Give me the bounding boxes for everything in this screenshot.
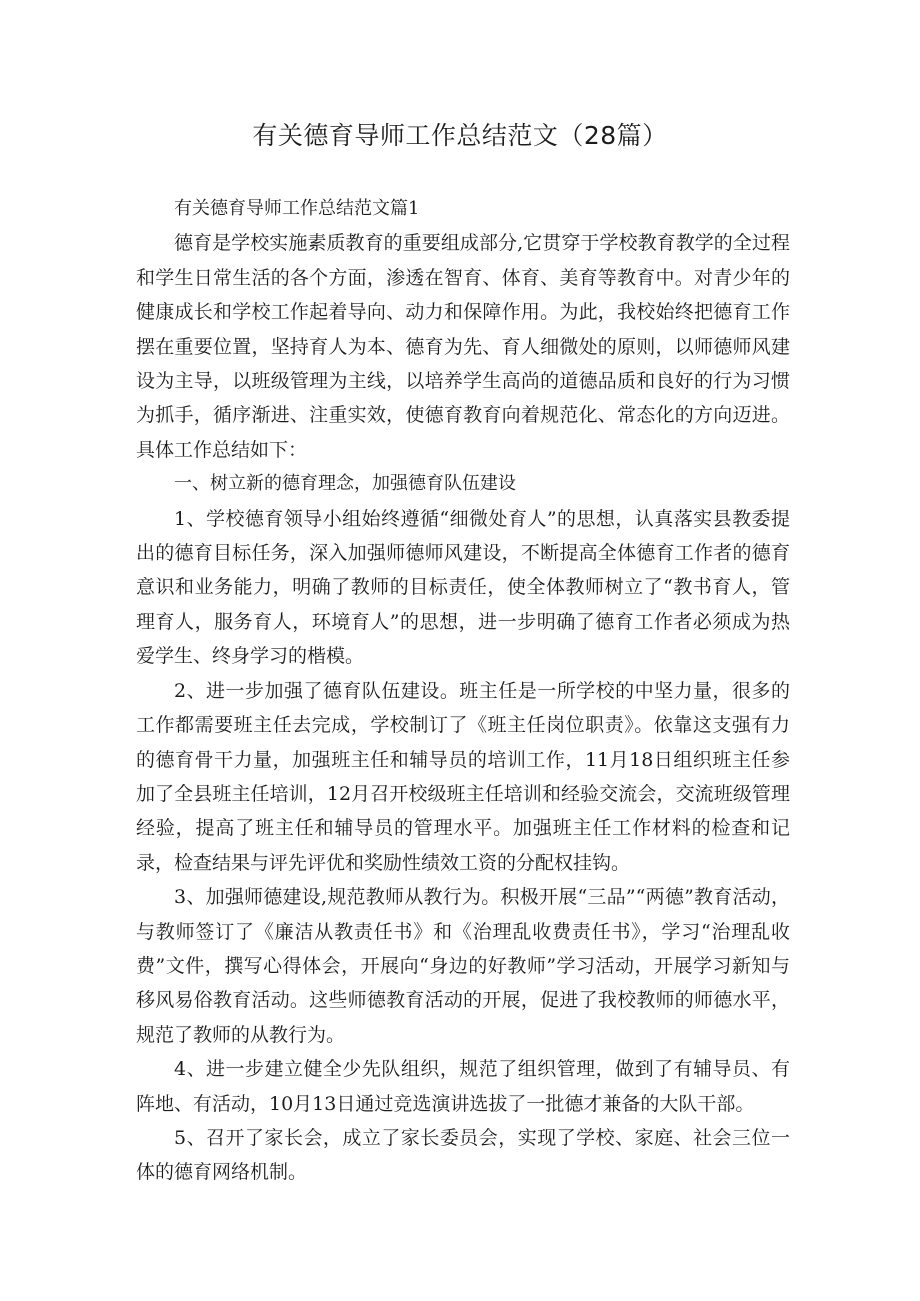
paragraph-item-4: 4、进一步建立健全少先队组织，规范了组织管理，做到了有辅导员、有阵地、有活动，10月13日通过竞选演讲选拔了一批德才兼备的大队干部。 (136, 1058, 790, 1115)
paragraph-item-5: 5、召开了家长会，成立了家长委员会，实现了学校、家庭、社会三位一体的德育网络机制。 (136, 1126, 790, 1184)
paragraph-item-2: 2、进一步加强了德育队伍建设。班主任是一所学校的中坚力量，很多的工作都需要班主任去完成，学校制订了《班主任岗位职责》。依靠这支强有力的德育骨干力量，加强班主任和辅导员的培训工作，11月18日组织班主任参加了全县班主任培训，12月召开校级班主任培训和经验交流会，交流班级管理经验，提高了班主任和辅导员的管理水平。加强班主任工作材料的检查和记录，检查结果与评先评优和奖励性绩效工资的分配权挂钩。 (136, 679, 790, 874)
document-title: 有关德育导师工作总结范文（28篇） (252, 121, 668, 150)
paragraph-item-1: 1、学校德育领导小组始终遵循“细微处育人”的思想，认真落实县教委提出的德育目标任务，深入加强师德师风建设，不断提高全体德育工作者的德育意识和业务能力，明确了教师的目标责任，使全体教师树立了“教书育人，管理育人，服务育人，环境育人”的思想，进一步明确了德育工作者必须成为热爱学生、终身学习的楷模。 (136, 507, 790, 668)
document-body (136, 192, 790, 1190)
paragraph-intro: 德育是学校实施素质教育的重要组成部分,它贯穿于学校教育教学的全过程和学生日常生活的各个方面，渗透在智育、体育、美育等教育中。对青少年的健康成长和学校工作起着导向、动力和保障作用。为此，我校始终把德育工作摆在重要位置，坚持育人为本、德育为先、育人细微处的原则，以师德师风建设为主导，以班级管理为主线，以培养学生高尚的道德品质和良好的行为习惯为抓手，循序渐进、注重实效，使德育教育向着规范化、常态化的方向迈进。具体工作总结如下： (136, 232, 790, 461)
subsection-heading: 一、树立新的德育理念，加强德育队伍建设 (174, 473, 516, 495)
section-heading: 有关德育导师工作总结范文篇1 (174, 198, 420, 219)
paragraph-item-3: 3、加强师德建设,规范教师从教行为。积极开展“三品”“两德”教育活动，与教师签订了《廉洁从教责任书》和《治理乱收费责任书》，学习“治理乱收费”文件，撰写心得体会，开展向“身边的好教师”学习活动，开展学习新知与移风易俗教育活动。这些师德教育活动的开展，促进了我校教师的师德水平，规范了教师的从教行为。 (136, 886, 790, 1046)
